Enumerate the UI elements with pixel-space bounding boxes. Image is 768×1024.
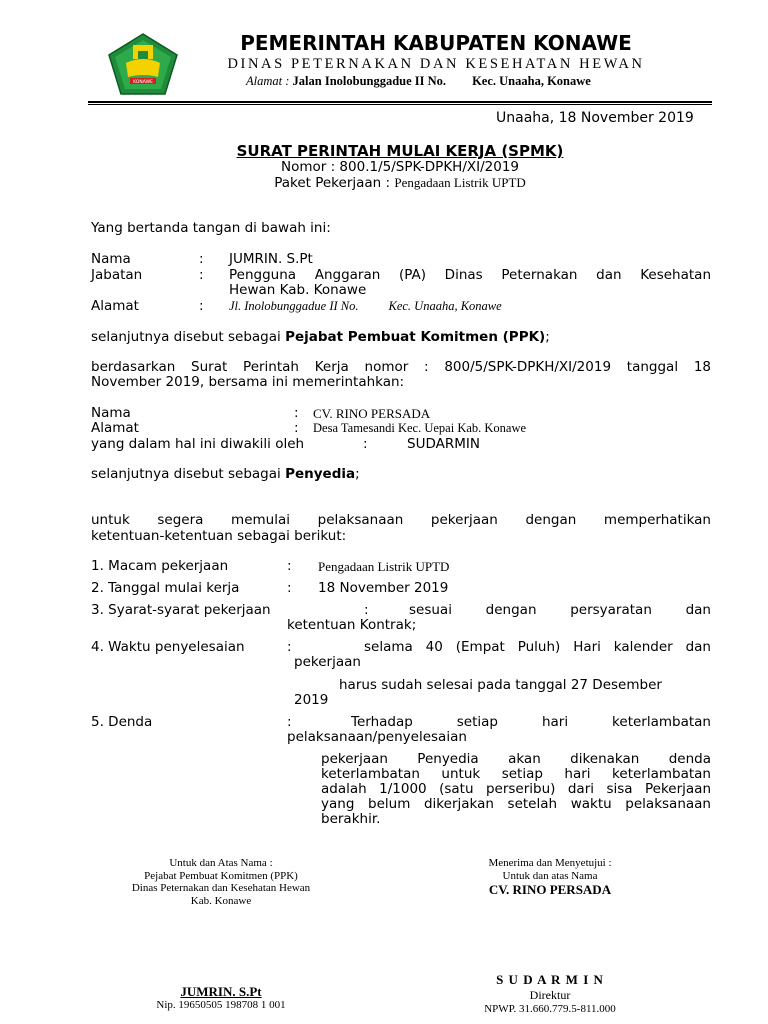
sign-right-role: Direktur [529, 988, 571, 1002]
colon: : [287, 558, 292, 574]
colon: : [199, 298, 204, 314]
task-line-1: untuk segera memulai pelaksanaan pekerjaan dengan memperhatikan [91, 512, 711, 528]
signer-jabatan-value-2: Hewan Kab. Konawe [229, 282, 367, 298]
header-subtitle: DINAS PETERNAKAN DAN KESEHATAN HEWAN [227, 56, 645, 72]
colon: : [287, 639, 292, 655]
colon: : [287, 580, 292, 596]
signer-jabatan-label: Jabatan [91, 267, 143, 283]
item-4-line-4: 2019 [294, 692, 329, 708]
colon: : [364, 602, 369, 618]
item-5-para-2: keterlambatan untuk setiap hari keterlambatan [321, 766, 711, 782]
signer-alamat-label: Alamat [91, 298, 139, 314]
signer-nama-value: JUMRIN. S.Pt [229, 251, 313, 267]
item-3-line-1: sesuai dengan persyaratan dan [409, 602, 711, 618]
sign-left-name: JUMRIN. S.Pt [180, 984, 262, 999]
vendor-alamat-value: Desa Tamesandi Kec. Uepai Kab. Konawe [313, 421, 527, 435]
sign-right-company: CV. RINO PERSADA [488, 882, 612, 897]
vendor-wakil-label: yang dalam hal ini diwakili oleh [91, 436, 305, 452]
colon: : [294, 420, 299, 436]
colon: : [294, 405, 299, 421]
colon: : [287, 714, 292, 730]
item-4-line-1: selama 40 (Empat Puluh) Hari kalender dan [364, 639, 711, 655]
colon: : [199, 267, 204, 283]
sign-right-npwp: NPWP. 31.660.779.5-811.000 [484, 1003, 616, 1015]
item-1-label: 1. Macam pekerjaan [91, 558, 229, 574]
item-2-value: 18 November 2019 [318, 580, 449, 596]
date-line: Unaaha, 18 November 2019 [496, 110, 694, 126]
item-5-label: 5. Denda [91, 714, 153, 730]
based-line-2: November 2019, bersama ini memerintahkan: [91, 374, 405, 390]
item-2-label: 2. Tanggal mulai kerja [91, 580, 240, 596]
item-5-line-2: pelaksanaan/penyelesaian [287, 729, 467, 745]
item-5-para-4: yang belum dikerjakan setelah waktu pelaksanaan [321, 796, 711, 812]
item-4-line-2: pekerjaan [294, 654, 361, 670]
penyedia-line: selanjutnya disebut sebagai Penyedia; [91, 466, 360, 482]
item-3-line-2: ketentuan Kontrak; [287, 617, 417, 633]
logo-text: KONAWE [133, 80, 153, 85]
signer-nama-label: Nama [91, 251, 131, 267]
signer-alamat-value: Jl. Inolobunggadue II No. Kec. Unaaha, Konawe [229, 299, 502, 313]
vendor-nama-label: Nama [91, 405, 131, 421]
document-paket: Paket Pekerjaan : Pengadaan Listrik UPTD [274, 175, 526, 191]
document-title: SURAT PERINTAH MULAI KERJA (SPMK) [236, 142, 564, 160]
based-line-1: berdasarkan Surat Perintah Kerja nomor : 800/5/SPK-DPKH/XI/2019 tanggal 18 [91, 359, 711, 375]
vendor-nama-value: CV. RINO PERSADA [313, 406, 431, 421]
item-4-label: 4. Waktu penyelesaian [91, 639, 245, 655]
signer-jabatan-value: Pengguna Anggaran (PA) Dinas Peternakan dan Kesehatan [229, 267, 711, 283]
ppk-line: selanjutnya disebut sebagai Pejabat Pembuat Komitmen (PPK); [91, 329, 550, 345]
intro-text: Yang bertanda tangan di bawah ini: [91, 220, 331, 236]
item-5-para-1: pekerjaan Penyedia akan dikenakan denda [321, 751, 711, 767]
sign-right-name: S U D A R M I N [496, 972, 604, 987]
sign-right-block: Menerima dan Menyetujui : Untuk dan atas Nama [488, 857, 612, 882]
header-rule-thin [88, 104, 712, 105]
header-rule [88, 101, 712, 103]
sign-left-nip: Nip. 19650505 198708 1 001 [156, 999, 286, 1011]
item-5-para-3: adalah 1/1000 (satu perseribu) dari sisa Pekerjaan [321, 781, 711, 797]
item-3-label: 3. Syarat-syarat pekerjaan [91, 602, 271, 618]
header-address: Alamat : Jalan Inolobunggadue II No. Kec. Unaaha, Konawe [246, 74, 591, 88]
header-title: PEMERINTAH KABUPATEN KONAWE [240, 31, 632, 55]
vendor-alamat-label: Alamat [91, 420, 139, 436]
document-number: Nomor : 800.1/5/SPK-DPKH/XI/2019 [280, 159, 520, 175]
item-1-value: Pengadaan Listrik UPTD [318, 559, 450, 574]
task-line-2: ketentuan-ketentuan sebagai berikut: [91, 528, 347, 544]
colon: : [199, 251, 204, 267]
item-4-line-3: harus sudah selesai pada tanggal 27 Desember [339, 677, 662, 693]
item-5-para-5: berakhir. [321, 811, 381, 827]
item-5-line-1: Terhadap setiap hari keterlambatan [351, 714, 711, 730]
sign-left-block: Untuk dan Atas Nama : Pejabat Pembuat Komitmen (PPK) Dinas Peternakan dan Kesehatan Hewan Kab. Konawe [131, 857, 311, 907]
konawe-logo [108, 33, 178, 95]
colon: : [363, 436, 368, 452]
vendor-wakil-value: SUDARMIN [407, 436, 480, 452]
